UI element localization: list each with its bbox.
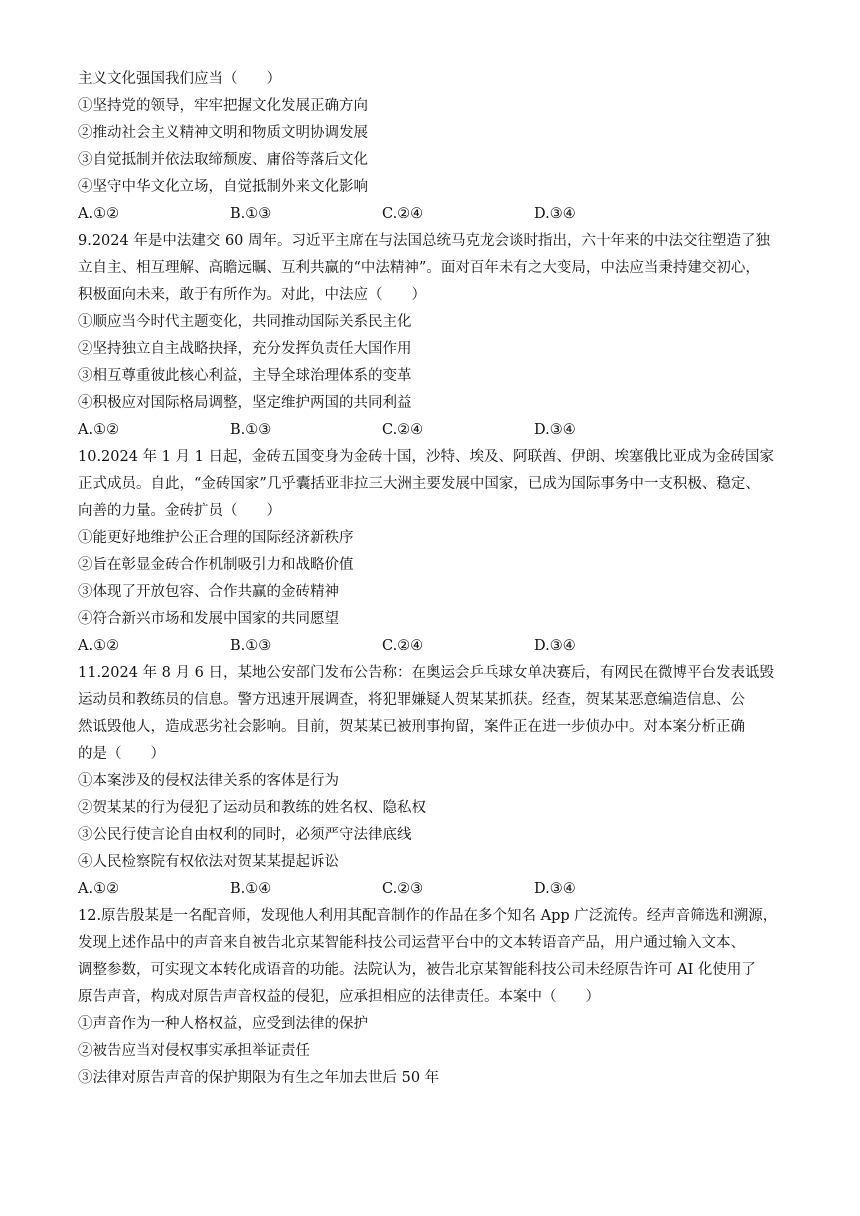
option-b: B.①③ <box>230 206 272 222</box>
option-c: C.②④ <box>382 638 424 654</box>
question-11-stem-line-4: 的是（ ） <box>78 746 165 762</box>
question-8-item-2: ②推动社会主义精神文明和物质文明协调发展 <box>78 125 368 141</box>
question-10-stem-line-1: 10.2024 年 1 月 1 日起，金砖五国变身为金砖十国，沙特、埃及、阿联酋、伊朗、埃塞俄比亚成为金砖国家 <box>78 449 774 465</box>
question-12 <box>78 903 786 1092</box>
question-8-options <box>78 201 786 228</box>
option-b: B.①③ <box>230 638 272 654</box>
question-10-item-4: ④符合新兴市场和发展中国家的共同愿望 <box>78 611 339 627</box>
question-9-item-3: ③相互尊重彼此核心利益，主导全球治理体系的变革 <box>78 368 412 384</box>
question-8-stem: 主义文化强国我们应当（ ） <box>78 71 281 87</box>
question-10-stem-line-3: 向善的力量。金砖扩员（ ） <box>78 503 281 519</box>
question-11-item-2: ②贺某某的行为侵犯了运动员和教练的姓名权、隐私权 <box>78 800 426 816</box>
question-11-item-3: ③公民行使言论自由权利的同时，必须严守法律底线 <box>78 827 412 843</box>
option-c: C.②④ <box>382 206 424 222</box>
question-10-stem-line-2: 正式成员。自此，“金砖国家”几乎囊括亚非拉三大洲主要发展中国家，已成为国际事务中一支积极、稳定、 <box>78 476 760 492</box>
question-9-stem-line-2: 立自主、相互理解、高瞻远瞩、互利共赢的“中法精神”。面对百年未有之大变局，中法应当秉持建交初心， <box>78 260 760 276</box>
question-10-options <box>78 633 786 660</box>
question-8 <box>78 66 786 228</box>
question-12-stem-line-2: 发现上述作品中的声音来自被告北京某智能科技公司运营平台中的文本转语音产品，用户通过输入文本、 <box>78 935 745 951</box>
question-10 <box>78 444 786 660</box>
question-11-stem-line-1: 11.2024 年 8 月 6 日，某地公安部门发布公告称：在奥运会乒乓球女单决赛后，有网民在微博平台发表诋毁 <box>78 665 774 681</box>
question-11-item-4: ④人民检察院有权依法对贺某某提起诉讼 <box>78 854 339 870</box>
question-9 <box>78 228 786 444</box>
option-a: A.①② <box>78 881 120 897</box>
question-11-stem-line-2: 运动员和教练员的信息。警方迅速开展调查，将犯罪嫌疑人贺某某抓获。经查，贺某某恶意编造信息、公 <box>78 692 745 708</box>
question-11 <box>78 660 786 903</box>
option-c: C.②③ <box>382 881 424 897</box>
question-12-item-1: ①声音作为一种人格权益，应受到法律的保护 <box>78 1016 368 1032</box>
option-b: B.①③ <box>230 422 272 438</box>
option-d: D.③④ <box>534 881 576 897</box>
question-9-stem-line-3: 积极面向未来，敢于有所作为。对此，中法应（ ） <box>78 287 426 303</box>
option-a: A.①② <box>78 638 120 654</box>
question-11-options <box>78 876 786 903</box>
question-11-item-1: ①本案涉及的侵权法律关系的客体是行为 <box>78 773 339 789</box>
option-d: D.③④ <box>534 638 576 654</box>
option-c: C.②④ <box>382 422 424 438</box>
option-b: B.①④ <box>230 881 272 897</box>
question-12-stem-line-4: 原告声音，构成对原告声音权益的侵犯，应承担相应的法律责任。本案中（ ） <box>78 989 600 1005</box>
question-9-item-2: ②坚持独立自主战略抉择，充分发挥负责任大国作用 <box>78 341 412 357</box>
question-10-item-2: ②旨在彰显金砖合作机制吸引力和战略价值 <box>78 557 354 573</box>
option-a: A.①② <box>78 422 120 438</box>
question-8-item-4: ④坚守中华文化立场，自觉抵制外来文化影响 <box>78 179 368 195</box>
question-10-item-3: ③体现了开放包容、合作共赢的金砖精神 <box>78 584 339 600</box>
question-8-item-3: ③自觉抵制并依法取缔颓废、庸俗等落后文化 <box>78 152 368 168</box>
option-d: D.③④ <box>534 422 576 438</box>
question-12-stem-line-3: 调整参数，可实现文本转化成语音的功能。法院认为，被告北京某智能科技公司未经原告许可 AI 化使用了 <box>78 962 756 978</box>
question-8-item-1: ①坚持党的领导，牢牢把握文化发展正确方向 <box>78 98 368 114</box>
option-a: A.①② <box>78 206 120 222</box>
question-9-options <box>78 417 786 444</box>
question-11-stem-line-3: 然诋毁他人，造成恶劣社会影响。目前，贺某某已被刑事拘留，案件正在进一步侦办中。对本案分析正确 <box>78 719 745 735</box>
question-10-item-1: ①能更好地维护公正合理的国际经济新秩序 <box>78 530 354 546</box>
option-d: D.③④ <box>534 206 576 222</box>
question-9-stem-line-1: 9.2024 年是中法建交 60 周年。习近平主席在与法国总统马克龙会谈时指出，六十年来的中法交往塑造了独 <box>78 233 771 249</box>
question-12-stem-line-1: 12.原告殷某是一名配音师，发现他人利用其配音制作的作品在多个知名 App 广泛流传。经声音筛选和溯源， <box>78 908 778 924</box>
question-9-item-1: ①顺应当今时代主题变化，共同推动国际关系民主化 <box>78 314 412 330</box>
question-12-item-3: ③法律对原告声音的保护期限为有生之年加去世后 50 年 <box>78 1070 440 1086</box>
question-12-item-2: ②被告应当对侵权事实承担举证责任 <box>78 1043 310 1059</box>
question-9-item-4: ④积极应对国际格局调整，坚定维护两国的共同利益 <box>78 395 412 411</box>
page-content <box>78 66 786 1092</box>
